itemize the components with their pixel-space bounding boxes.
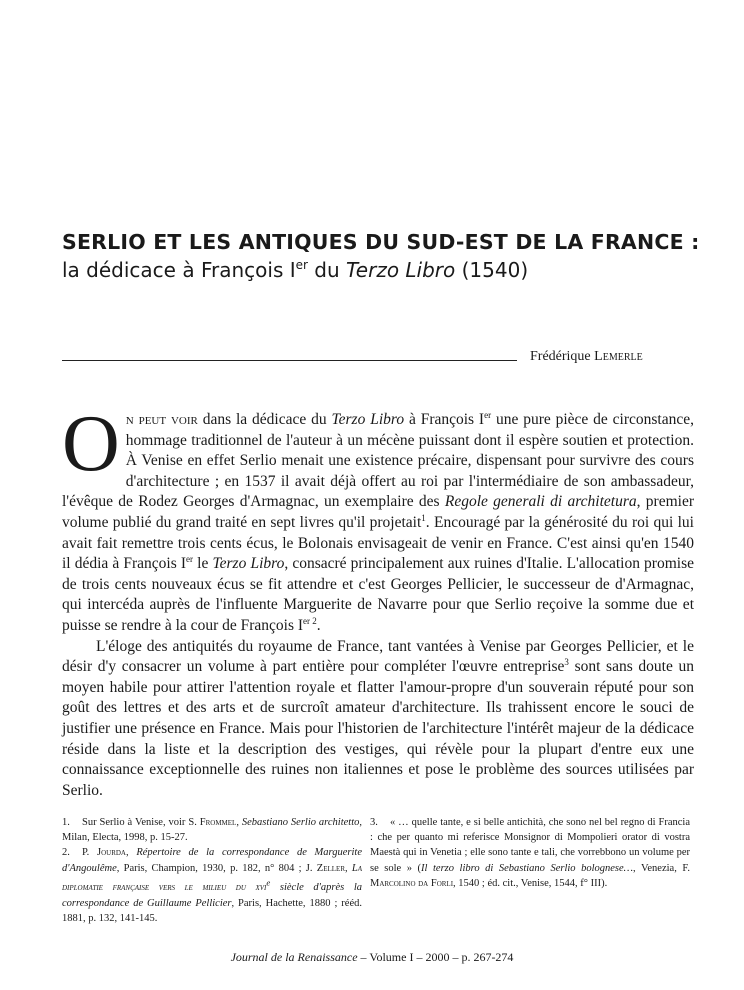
- text-run: L'éloge des antiquités du royaume de France, tant vantées à Venise par Georges Pellicier, et le désir d'y consacrer un volume à part entière pour compléter l'œuvre entreprise: [62, 637, 694, 676]
- article-subtitle: [62, 258, 702, 282]
- text-run: , Paris, Champion, 1930, p. 182, n° 804 ; J.: [116, 862, 317, 874]
- subtitle-text-mid: du: [307, 258, 347, 282]
- footnote-1: [62, 815, 362, 845]
- text-run: , premier volume publié du grand traité en sept livres qu'il projetait: [62, 493, 694, 531]
- footnote-number: 2.: [62, 847, 70, 859]
- lead-in-smallcaps: n peut voir: [125, 411, 198, 428]
- book-title: Il terzo libro di Sebastiano Serlio bolognese…: [421, 862, 633, 874]
- text-run: Sur Serlio à Venise, voir S.: [82, 817, 200, 828]
- book-title: Sebastiano Serlio architetto: [241, 817, 360, 828]
- text-run: « … quelle tante, e si belle antichità, che sono nel bel regno di Francia : che per quanto mi referisce Monsignor di Mompolieri orator di vostra Maestà qui in Venetia ; elle sono tante e tali, che vorrebbono un volume per se sole » (: [370, 817, 690, 874]
- text-run: .: [316, 616, 321, 634]
- text-run: ,: [344, 862, 352, 874]
- footnote-ref-2[interactable]: er 2: [303, 615, 317, 626]
- subtitle-text-post: (1540): [455, 258, 529, 282]
- journal-name: Journal de la Renaissance: [230, 950, 358, 964]
- subtitle-superscript: er: [295, 258, 308, 272]
- text-run: ,: [236, 817, 242, 828]
- page-footer: [0, 950, 744, 965]
- text-run: dans la dédicace du: [197, 411, 332, 428]
- book-title: Regole generali di architetura: [444, 493, 637, 511]
- footnote-ref-1[interactable]: 1: [421, 512, 426, 523]
- text-run: P.: [82, 847, 97, 859]
- footnote-number: 1.: [62, 817, 70, 828]
- text-run: , Paris, Hachette, 1880 ; rééd. 1881, p. 132, 141-145.: [62, 897, 362, 924]
- footnote-ref-3[interactable]: 3: [564, 657, 569, 668]
- text-run: , Milan, Electa, 1998, p. 15-27.: [62, 817, 362, 844]
- author-name-smallcaps: Jourda: [97, 847, 126, 859]
- drop-cap: O: [62, 400, 120, 488]
- book-title: Répertoire de la correspondance de Marguerite d'Angoulême: [62, 847, 362, 874]
- text-run: , consacré principalement aux ruines d'Italie. L'allocation promise de trois cents nouveaux écus se fit attendre et c'est Georges Pellicier, le successeur de d'Armagnac, qui intercéda auprès de l'influente Marguerite de Navarre pour que Serlio reçoive la somme due et puisse se rendre à la cour de François I: [62, 555, 694, 634]
- book-title: Terzo Libro: [212, 555, 285, 573]
- book-title-part: siècle d'après la correspondance de Guillaume Pellicier: [62, 882, 362, 909]
- article-title: SERLIO ET LES ANTIQUES DU SUD-EST DE LA FRANCE :: [62, 230, 700, 254]
- text-run: sont sans doute un moyen habile pour attirer l'attention royale et flatter l'amour-propre d'un souverain réputé pour son goût des lettres et des arts et de surcroît amateur d'architecture. Ils trahissent encore le souci de justifier une présence en France. Mais pour l'historien de l'architecture l'intérêt majeur de la dédicace réside dans la liste et la description des vestiges, qui révèle pour la plupart d'entre eux une connaissance exceptionnelle des ruines non italiennes et pose le problème des sources utilisées par Serlio.: [62, 658, 694, 799]
- subtitle-text-pre: la dédicace à François I: [62, 258, 296, 282]
- book-title: Terzo Libro: [331, 411, 405, 428]
- superscript: er: [484, 410, 492, 420]
- text-run: , 1540 ; éd. cit., Venise, 1544, f° III).: [453, 877, 608, 889]
- paragraph-1: [62, 400, 694, 637]
- text-run: . Encouragé par la générosité du roi qui lui avait fait remettre trois cents écus, le Bolonais envisageait de venir en France. C'est ainsi qu'en 1540 il dédia à François I: [62, 513, 694, 573]
- superscript: er: [186, 554, 194, 565]
- book-title-part: La diplomatie française vers le milieu du xvi: [62, 862, 363, 894]
- footnote-2: [62, 845, 362, 926]
- text-run: une pure pièce de circonstance, hommage traditionnel de l'auteur à un mécène puissant dont il espère soutien et protection. À Venise en effet Serlio menait une existence précaire, dispensant pour survivre des cours d'architecture ; en 1537 il avait déjà offert au roi par l'intermédiaire de son ambassadeur, l'évêque de Rodez Georges d'Armagnac, un exemplaire des: [62, 411, 694, 511]
- author-name: [530, 349, 643, 365]
- text-run: ,: [125, 847, 137, 859]
- journal-citation: – Volume I – 2000 – p. 267-274: [357, 950, 514, 964]
- subtitle-book-title: Terzo Libro: [346, 258, 456, 282]
- article-body: [62, 400, 694, 801]
- paragraph-2: [62, 637, 694, 802]
- footnote-3: [370, 815, 690, 891]
- footnotes-right-column: [370, 815, 690, 891]
- superscript: e: [266, 877, 271, 888]
- author-name-smallcaps: Frommel: [199, 817, 237, 828]
- text-run: le: [193, 555, 213, 573]
- footnotes-left-column: [62, 815, 362, 926]
- author-last-name: Lemerle: [594, 349, 643, 364]
- text-run: à François I: [404, 411, 485, 428]
- footnote-number: 3.: [370, 817, 378, 828]
- text-run: , Venezia, F.: [633, 862, 690, 874]
- author-name-smallcaps: Marcolino da Forli: [370, 877, 454, 889]
- author-first-name: Frédérique: [530, 349, 595, 364]
- author-name-smallcaps: Zeller: [316, 862, 345, 874]
- author-rule: [62, 360, 517, 361]
